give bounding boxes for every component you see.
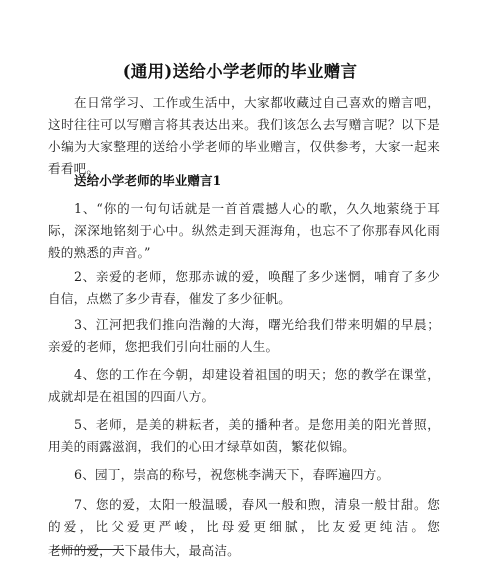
list-item: 1、“你的一句句话就是一首首震撼人心的歌，久久地萦绕于耳际，深深地铭刻于心中。纵然走到天涯海角，也忘不了你那春风化雨般的熟悉的声音。” <box>48 201 440 260</box>
list-item-continuation: 老师的爱，天下最伟大，最高洁。 <box>48 543 240 558</box>
list-item: 6、园丁，崇高的称号，祝您桃李满天下，春晖遍四方。 <box>74 467 390 482</box>
list-item: 2、亲爱的老师，您那赤诚的爱，唤醒了多少迷惘，哺育了多少自信，点燃了多少青春，催发了多少征帆。 <box>48 269 440 306</box>
document-title: (通用)送给小学老师的毕业赠言 <box>122 62 358 81</box>
list-item: 5、老师，是美的耕耘者，美的播种者。是您用美的阳光普照，用美的雨露滋润，我们的心田才绿草如茵，繁花似锦。 <box>48 417 440 454</box>
intro-paragraph: 在日常学习、工作或生活中，大家都收藏过自己喜欢的赠言吧，这时往往可以写赠言将其表达出来。我们该怎么去写赠言呢？以下是小编为大家整理的送给小学老师的毕业赠言，仅供参考，大家一起来看看吧。 <box>48 95 440 176</box>
section-heading: 送给小学老师的毕业赠言1 <box>74 173 222 188</box>
list-item: 3、江河把我们推向浩瀚的大海，曙光给我们带来明媚的早晨；亲爱的老师，您把我们引向壮丽的人生。 <box>48 317 440 354</box>
list-item: 4、您的工作在今朝，却建设着祖国的明天；您的教学在课堂，成就却是在祖国的四面八方。 <box>48 367 440 404</box>
list-item-text: 7、您的爱，太阳一般温暖，春风一般和煦，清泉一般甘甜。您的爱，比父爱更严峻，比母爱更细腻，比友爱更纯洁。您 <box>48 497 440 534</box>
